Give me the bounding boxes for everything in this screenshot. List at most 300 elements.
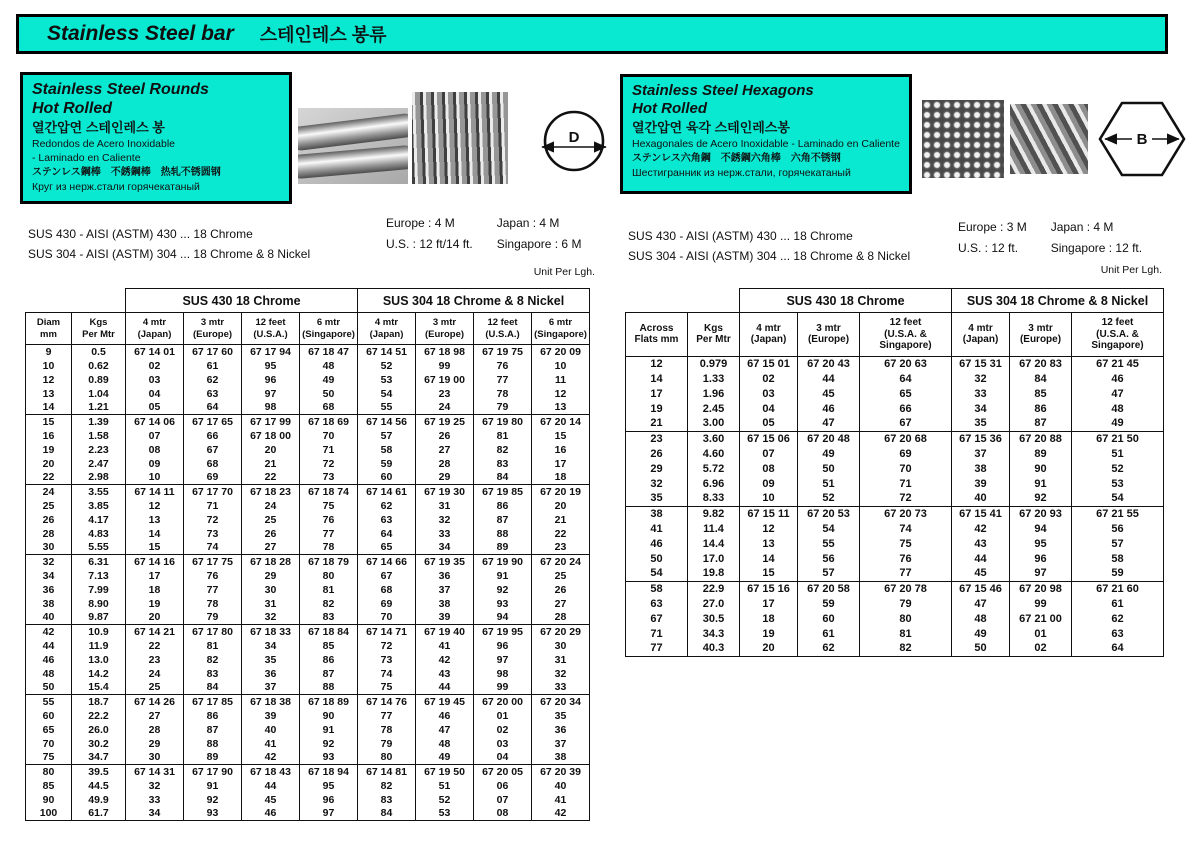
hexagons-column-header: 3 mtr (Europe)	[798, 313, 860, 357]
rounds-code-cell: 81	[474, 429, 532, 443]
hexagons-weight-cell: 1.33	[688, 371, 740, 386]
hexagons-code-cell: 05	[740, 416, 798, 431]
rounds-size-cell: 34	[26, 569, 72, 583]
hexagons-code-cell: 47	[798, 416, 860, 431]
hexagons-grade-header-2: SUS 304 18 Chrome & 8 Nickel	[952, 289, 1164, 313]
hexagons-size-cell: 17	[626, 386, 688, 401]
rounds-code-cell: 45	[242, 793, 300, 807]
rounds-code-cell: 84	[358, 807, 416, 821]
rounds-table-row	[26, 681, 590, 695]
rounds-weight-cell: 30.2	[72, 737, 126, 751]
hexagons-code-cell: 59	[798, 596, 860, 611]
rounds-code-cell: 32	[242, 611, 300, 625]
rounds-code-cell: 67 18 79	[300, 555, 358, 569]
rounds-weight-cell: 44.5	[72, 779, 126, 793]
rounds-title: Stainless Steel Rounds	[32, 81, 209, 98]
rounds-code-cell: 81	[300, 583, 358, 597]
hexagons-code-cell: 61	[1072, 596, 1164, 611]
hexagons-code-cell: 15	[740, 566, 798, 581]
rounds-code-cell: 67 14 16	[126, 555, 184, 569]
hexagons-header-box	[620, 74, 912, 194]
rounds-code-cell: 22	[242, 471, 300, 485]
hexagons-code-cell: 92	[1010, 491, 1072, 506]
hexagons-code-cell: 56	[1072, 521, 1164, 536]
rounds-code-cell: 67 19 80	[474, 415, 532, 429]
rounds-code-cell: 16	[532, 443, 590, 457]
hexagons-weight-cell: 0.979	[688, 356, 740, 371]
hexagons-code-cell: 67 21 45	[1072, 356, 1164, 371]
unit-per-length-note: Unit Per Lgh.	[1100, 264, 1162, 276]
hexagons-weight-cell: 2.45	[688, 401, 740, 416]
rounds-weight-cell: 1.58	[72, 429, 126, 443]
rounds-weight-cell: 18.7	[72, 695, 126, 709]
hexagons-table-row	[626, 611, 1164, 626]
rounds-code-cell: 27	[532, 597, 590, 611]
hexagons-code-cell: 75	[860, 536, 952, 551]
rounds-code-cell: 39	[416, 611, 474, 625]
hexagons-code-cell: 85	[1010, 386, 1072, 401]
rounds-code-cell: 17	[532, 457, 590, 471]
rounds-code-cell: 67 18 33	[242, 625, 300, 639]
hexagons-code-cell: 40	[952, 491, 1010, 506]
rounds-code-cell: 67 19 35	[416, 555, 474, 569]
rounds-standards	[28, 224, 310, 264]
rounds-code-cell: 87	[474, 513, 532, 527]
rounds-code-cell: 87	[184, 723, 242, 737]
rounds-code-cell: 75	[358, 681, 416, 695]
rounds-code-cell: 52	[416, 793, 474, 807]
standards-sus304: SUS 304 - AISI (ASTM) 304 ... 18 Chrome & 8 Nickel	[628, 249, 911, 263]
hexagons-table-row	[626, 461, 1164, 476]
rounds-code-cell: 64	[358, 527, 416, 541]
rounds-code-cell: 85	[300, 639, 358, 653]
hexagons-table-row	[626, 431, 1164, 446]
rounds-column-header: 6 mtr (Singapore)	[532, 313, 590, 345]
rounds-code-cell: 22	[126, 639, 184, 653]
rounds-code-cell: 88	[300, 681, 358, 695]
rounds-code-cell: 82	[358, 779, 416, 793]
hexagons-weight-cell: 34.3	[688, 626, 740, 641]
rounds-size-cell: 16	[26, 429, 72, 443]
rounds-code-cell: 29	[126, 737, 184, 751]
rounds-code-cell: 63	[184, 387, 242, 401]
rounds-bars-photo	[298, 108, 408, 184]
rounds-code-cell: 44	[242, 779, 300, 793]
rounds-grade-header-2: SUS 304 18 Chrome & 8 Nickel	[358, 289, 590, 313]
rounds-weight-cell: 4.83	[72, 527, 126, 541]
hexagons-code-cell: 48	[1072, 401, 1164, 416]
rounds-code-cell: 67 20 39	[532, 765, 590, 779]
rounds-weight-cell: 0.62	[72, 359, 126, 373]
rounds-code-cell: 67 20 00	[474, 695, 532, 709]
hexagons-weight-cell: 22.9	[688, 581, 740, 596]
hexagons-code-cell: 94	[1010, 521, 1072, 536]
hexagons-code-cell: 67 20 98	[1010, 581, 1072, 596]
rounds-code-cell: 13	[532, 401, 590, 415]
rounds-code-cell: 91	[184, 779, 242, 793]
hexagons-code-cell: 76	[860, 551, 952, 566]
hexagons-weight-cell: 30.5	[688, 611, 740, 626]
rounds-code-cell: 67 19 00	[416, 373, 474, 387]
hexagons-code-cell: 80	[860, 611, 952, 626]
rounds-code-cell: 05	[126, 401, 184, 415]
rounds-table-row	[26, 695, 590, 709]
rounds-size-cell: 60	[26, 709, 72, 723]
rounds-size-cell: 90	[26, 793, 72, 807]
rounds-table-row	[26, 499, 590, 513]
across-flats-diagram	[1094, 94, 1190, 184]
hexagons-code-cell: 67 20 43	[798, 356, 860, 371]
rounds-code-cell: 86	[184, 709, 242, 723]
rounds-code-cell: 90	[300, 709, 358, 723]
rounds-title-korean: 열간압연 스테인레스 봉	[32, 120, 165, 135]
rounds-weight-cell: 4.17	[72, 513, 126, 527]
hexagons-size-cell: 38	[626, 506, 688, 521]
rounds-code-cell: 75	[300, 499, 358, 513]
rounds-code-cell: 24	[416, 401, 474, 415]
hexagons-size-cell: 58	[626, 581, 688, 596]
rounds-code-cell: 67 17 75	[184, 555, 242, 569]
rounds-code-cell: 67 18 38	[242, 695, 300, 709]
hexagons-weight-cell: 1.96	[688, 386, 740, 401]
rounds-code-cell: 78	[300, 541, 358, 555]
rounds-size-cell: 14	[26, 401, 72, 415]
rounds-size-cell: 12	[26, 373, 72, 387]
rounds-code-cell: 83	[184, 667, 242, 681]
rounds-table-row	[26, 765, 590, 779]
rounds-code-cell: 67 18 47	[300, 345, 358, 359]
hexagons-code-cell: 08	[740, 461, 798, 476]
hexagons-size-cell: 71	[626, 626, 688, 641]
rounds-weight-cell: 8.90	[72, 597, 126, 611]
hexagons-code-cell: 89	[1010, 446, 1072, 461]
rounds-code-cell: 92	[184, 793, 242, 807]
rounds-code-cell: 66	[184, 429, 242, 443]
rounds-weight-cell: 5.55	[72, 541, 126, 555]
rounds-code-cell: 99	[416, 359, 474, 373]
hexagons-code-cell: 71	[860, 476, 952, 491]
hexagons-weight-cell: 40.3	[688, 641, 740, 656]
rounds-code-cell: 67 17 94	[242, 345, 300, 359]
hexagons-code-cell: 67 20 83	[1010, 356, 1072, 371]
rounds-code-cell: 76	[474, 359, 532, 373]
hexagons-code-cell: 02	[740, 371, 798, 386]
rounds-weight-cell: 39.5	[72, 765, 126, 779]
hexagons-grade-header-1: SUS 430 18 Chrome	[740, 289, 952, 313]
rounds-code-cell: 44	[416, 681, 474, 695]
rounds-weight-cell: 11.9	[72, 639, 126, 653]
rounds-code-cell: 78	[184, 597, 242, 611]
rounds-code-cell: 33	[416, 527, 474, 541]
rounds-code-cell: 48	[416, 737, 474, 751]
hexagons-size-cell: 77	[626, 641, 688, 656]
rounds-weight-cell: 22.2	[72, 709, 126, 723]
rounds-weight-cell: 2.23	[72, 443, 126, 457]
rounds-table-row	[26, 751, 590, 765]
rounds-code-cell: 83	[474, 457, 532, 471]
rounds-code-cell: 40	[242, 723, 300, 737]
rounds-code-cell: 79	[474, 401, 532, 415]
rounds-code-cell: 67 14 26	[126, 695, 184, 709]
hexagons-bars-photo	[1010, 104, 1088, 174]
rounds-code-cell: 84	[184, 681, 242, 695]
rounds-code-cell: 82	[474, 443, 532, 457]
rounds-code-cell: 80	[358, 751, 416, 765]
rounds-code-cell: 34	[416, 541, 474, 555]
rounds-code-cell: 83	[300, 611, 358, 625]
hexagons-code-cell: 39	[952, 476, 1010, 491]
rounds-table-row	[26, 737, 590, 751]
hexagons-code-cell: 69	[860, 446, 952, 461]
hexagons-title-korean: 열간압연 육각 스테인레스봉	[632, 120, 790, 135]
page-title: Stainless Steel bar	[47, 22, 234, 45]
rounds-code-cell: 39	[242, 709, 300, 723]
rounds-code-cell: 20	[532, 499, 590, 513]
hexagons-column-header: 3 mtr (Europe)	[1010, 313, 1072, 357]
rounds-weight-cell: 49.9	[72, 793, 126, 807]
rounds-code-cell: 69	[184, 471, 242, 485]
rounds-code-cell: 71	[300, 443, 358, 457]
rounds-code-cell: 72	[184, 513, 242, 527]
rounds-table-row	[26, 723, 590, 737]
hexagons-table-row	[626, 356, 1164, 371]
rounds-column-header: Kgs Per Mtr	[72, 313, 126, 345]
rounds-table-row	[26, 527, 590, 541]
rounds-code-cell: 42	[416, 653, 474, 667]
rounds-code-cell: 77	[300, 527, 358, 541]
hexagons-code-cell: 43	[952, 536, 1010, 551]
hexagons-table-row	[626, 596, 1164, 611]
rounds-code-cell: 76	[300, 513, 358, 527]
rounds-code-cell: 67 20 09	[532, 345, 590, 359]
rounds-code-cell: 67 18 43	[242, 765, 300, 779]
rounds-size-cell: 36	[26, 583, 72, 597]
rounds-code-cell: 12	[532, 387, 590, 401]
hexagons-code-cell: 58	[1072, 551, 1164, 566]
rounds-code-cell: 82	[184, 653, 242, 667]
rounds-code-cell: 38	[532, 751, 590, 765]
hexagons-code-cell: 51	[798, 476, 860, 491]
rounds-code-cell: 55	[358, 401, 416, 415]
rounds-size-cell: 9	[26, 345, 72, 359]
hexagons-weight-cell: 27.0	[688, 596, 740, 611]
rounds-code-cell: 30	[126, 751, 184, 765]
rounds-code-cell: 26	[416, 429, 474, 443]
rounds-code-cell: 27	[242, 541, 300, 555]
hexagons-table-row	[626, 566, 1164, 581]
rounds-size-cell: 28	[26, 527, 72, 541]
length-singapore: Singapore : 6 M	[496, 237, 582, 251]
rounds-code-cell: 19	[126, 597, 184, 611]
hexagons-code-cell: 67 21 50	[1072, 431, 1164, 446]
rounds-code-cell: 88	[184, 737, 242, 751]
rounds-code-cell: 67 18 89	[300, 695, 358, 709]
rounds-code-cell: 67 18 23	[242, 485, 300, 499]
hexagons-code-cell: 67 21 00	[1010, 611, 1072, 626]
rounds-code-cell: 67	[358, 569, 416, 583]
hexagons-code-cell: 82	[860, 641, 952, 656]
rounds-size-cell: 50	[26, 681, 72, 695]
rounds-code-cell: 67 20 29	[532, 625, 590, 639]
hexagons-code-cell: 74	[860, 521, 952, 536]
hexagons-table-row	[626, 551, 1164, 566]
hexagons-header-corner	[626, 289, 740, 313]
length-us: U.S. : 12 ft.	[958, 241, 1019, 255]
rounds-weight-cell: 7.99	[72, 583, 126, 597]
rounds-code-cell: 33	[532, 681, 590, 695]
hexagons-table	[625, 288, 1164, 657]
rounds-code-cell: 02	[126, 359, 184, 373]
rounds-code-cell: 31	[242, 597, 300, 611]
hexagons-code-cell: 90	[1010, 461, 1072, 476]
rounds-code-cell: 23	[126, 653, 184, 667]
rounds-code-cell: 67 18 74	[300, 485, 358, 499]
length-europe: Europe : 4 M	[386, 216, 455, 230]
hexagons-size-cell: 63	[626, 596, 688, 611]
rounds-code-cell: 67 19 75	[474, 345, 532, 359]
hexagons-size-cell: 54	[626, 566, 688, 581]
rounds-code-cell: 67 17 85	[184, 695, 242, 709]
rounds-code-cell: 35	[242, 653, 300, 667]
hexagons-code-cell: 50	[798, 461, 860, 476]
hexagons-code-cell: 45	[952, 566, 1010, 581]
rounds-code-cell: 67 14 31	[126, 765, 184, 779]
hexagons-code-cell: 79	[860, 596, 952, 611]
rounds-code-cell: 50	[300, 387, 358, 401]
hexagons-standards	[628, 226, 910, 266]
rounds-table-row	[26, 709, 590, 723]
hexagons-code-cell: 67 15 06	[740, 431, 798, 446]
rounds-weight-cell: 6.31	[72, 555, 126, 569]
rounds-code-cell: 35	[532, 709, 590, 723]
hexagons-code-cell: 04	[740, 401, 798, 416]
rounds-code-cell: 86	[300, 653, 358, 667]
hexagons-code-cell: 33	[952, 386, 1010, 401]
rounds-code-cell: 24	[126, 667, 184, 681]
hexagons-weight-cell: 9.82	[688, 506, 740, 521]
rounds-size-cell: 19	[26, 443, 72, 457]
rounds-weight-cell: 3.55	[72, 485, 126, 499]
rounds-code-cell: 03	[126, 373, 184, 387]
rounds-weight-cell: 7.13	[72, 569, 126, 583]
hexagons-code-cell: 64	[860, 371, 952, 386]
rounds-code-cell: 32	[532, 667, 590, 681]
rounds-code-cell: 14	[126, 527, 184, 541]
hexagons-code-cell: 96	[1010, 551, 1072, 566]
hexagons-table-row	[626, 626, 1164, 641]
rounds-code-cell: 20	[126, 611, 184, 625]
rounds-code-cell: 91	[300, 723, 358, 737]
rounds-code-cell: 67	[184, 443, 242, 457]
rounds-code-cell: 60	[358, 471, 416, 485]
hexagons-code-cell: 20	[740, 641, 798, 656]
hexagons-code-cell: 46	[1072, 371, 1164, 386]
rounds-table-row	[26, 359, 590, 373]
rounds-column-header: 12 feet (U.S.A.)	[474, 313, 532, 345]
rounds-code-cell: 08	[474, 807, 532, 821]
rounds-code-cell: 70	[300, 429, 358, 443]
rounds-size-cell: 55	[26, 695, 72, 709]
rounds-weight-cell: 14.2	[72, 667, 126, 681]
rounds-table-row	[26, 429, 590, 443]
rounds-code-cell: 21	[242, 457, 300, 471]
hexagons-code-cell: 67 15 46	[952, 581, 1010, 596]
rounds-code-cell: 87	[300, 667, 358, 681]
rounds-code-cell: 97	[242, 387, 300, 401]
hexagons-table-row	[626, 386, 1164, 401]
hexagons-code-cell: 99	[1010, 596, 1072, 611]
rounds-code-cell: 26	[242, 527, 300, 541]
hexagons-code-cell: 87	[1010, 416, 1072, 431]
rounds-weight-cell: 26.0	[72, 723, 126, 737]
hexagons-table-row	[626, 401, 1164, 416]
rounds-title-russian: Круг из нерж.стали горячекатаный	[32, 181, 200, 193]
rounds-table-row	[26, 779, 590, 793]
rounds-code-cell: 21	[532, 513, 590, 527]
rounds-code-cell: 68	[184, 457, 242, 471]
rounds-size-cell: 48	[26, 667, 72, 681]
hexagons-size-cell: 23	[626, 431, 688, 446]
hexagons-code-cell: 67 21 60	[1072, 581, 1164, 596]
rounds-code-cell: 98	[474, 667, 532, 681]
hexagons-code-cell: 55	[798, 536, 860, 551]
rounds-code-cell: 20	[242, 443, 300, 457]
rounds-code-cell: 67 18 00	[242, 429, 300, 443]
hexagons-code-cell: 61	[798, 626, 860, 641]
hexagons-table-row	[626, 581, 1164, 596]
rounds-code-cell: 74	[358, 667, 416, 681]
rounds-code-cell: 15	[126, 541, 184, 555]
rounds-code-cell: 96	[300, 793, 358, 807]
rounds-column-header: 3 mtr (Europe)	[416, 313, 474, 345]
hexagons-code-cell: 48	[952, 611, 1010, 626]
rounds-code-cell: 96	[474, 639, 532, 653]
rounds-column-header: 3 mtr (Europe)	[184, 313, 242, 345]
rounds-code-cell: 62	[184, 373, 242, 387]
rounds-code-cell: 33	[126, 793, 184, 807]
rounds-code-cell: 73	[300, 471, 358, 485]
rounds-code-cell: 30	[532, 639, 590, 653]
rounds-size-cell: 42	[26, 625, 72, 639]
hexagons-code-cell: 49	[798, 446, 860, 461]
rounds-code-cell: 80	[300, 569, 358, 583]
hexagons-column-header: Across Flats mm	[626, 313, 688, 357]
hexagons-size-cell: 32	[626, 476, 688, 491]
length-singapore: Singapore : 12 ft.	[1050, 241, 1143, 255]
rounds-title-spanish-2: - Laminado en Caliente	[32, 152, 141, 164]
rounds-weight-cell: 0.5	[72, 345, 126, 359]
rounds-code-cell: 79	[358, 737, 416, 751]
hexagons-code-cell: 51	[1072, 446, 1164, 461]
hexagons-code-cell: 62	[1072, 611, 1164, 626]
rounds-code-cell: 97	[300, 807, 358, 821]
rounds-size-cell: 26	[26, 513, 72, 527]
standards-sus430: SUS 430 - AISI (ASTM) 430 ... 18 Chrome	[628, 229, 853, 243]
hexagons-column-header: 12 feet (U.S.A. & Singapore)	[1072, 313, 1164, 357]
hexagons-code-cell: 54	[798, 521, 860, 536]
rounds-column-header: Diam mm	[26, 313, 72, 345]
rounds-code-cell: 04	[474, 751, 532, 765]
rounds-code-cell: 15	[532, 429, 590, 443]
rounds-catalog-table	[25, 288, 590, 821]
rounds-code-cell: 67 14 01	[126, 345, 184, 359]
hexagons-code-cell: 67 15 36	[952, 431, 1010, 446]
rounds-code-cell: 67 20 14	[532, 415, 590, 429]
rounds-weight-cell: 10.9	[72, 625, 126, 639]
rounds-code-cell: 77	[358, 709, 416, 723]
rounds-code-cell: 34	[242, 639, 300, 653]
rounds-code-cell: 28	[126, 723, 184, 737]
